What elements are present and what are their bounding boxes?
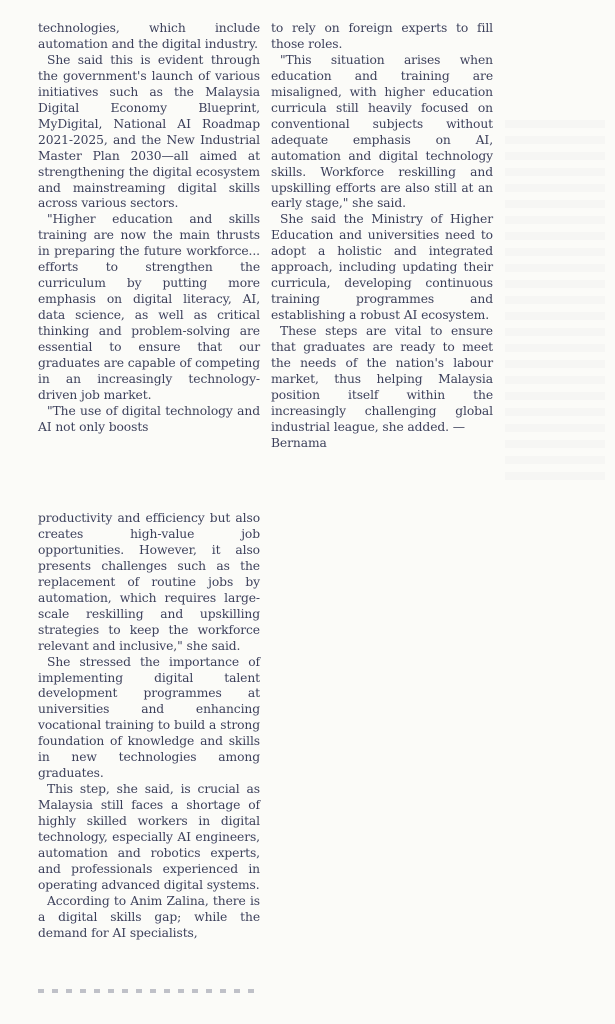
paragraph: These steps are vital to ensure that graduates are ready to meet the needs of the nation's labour market, thus helping Malaysia position itself within the increasingly challenging global industrial league, she added. — [271,324,493,434]
paragraph: "The use of digital technology and AI not only boosts [38,403,260,434]
article-column-right [271,21,493,452]
paragraph: "This situation arises when education and training are misaligned, with higher education curricula still heavily focused on conventional subjects without adequate emphasis on AI, automation and digital technology skills. Workforce reskilling and upskilling efforts are also still at an early stage," she said. [271,52,493,211]
paragraph: She said this is evident through the government's launch of various initiatives such as the Malaysia Digital Economy Blueprint, MyDigital, National AI Roadmap 2021-2025, and the New Industrial Master Plan 2030—all aimed at strengthening the digital ecosystem and mainstreaming digital skills across various sectors. [38,52,260,211]
paragraph: This step, she said, is crucial as Malaysia still faces a shortage of highly skilled workers in digital technology, especially AI engineers, automation and robotics experts, and professionals experienced in operating advanced digital systems. [38,782,260,892]
paragraph: technologies, which include automation and the digital industry. [38,21,260,51]
paragraph: productivity and efficiency but also creates high-value job opportunities. However, it also presents challenges such as the replacement of routine jobs by automation, which requires large-scale reskilling and upskilling strategies to keep the workforce relevant and inclusive," she said. [38,511,260,653]
paragraph: She stressed the importance of implementing digital talent development programmes at universities and enhancing vocational training to build a strong foundation of knowledge and skills in new technologies among graduates. [38,654,260,781]
paragraph: to rely on foreign experts to fill those roles. [271,21,493,51]
show-through-bleed [505,120,605,480]
paragraph: According to Anim Zalina, there is a digital skills gap; while the demand for AI specialists, [38,893,260,940]
article-column-left-bottom [38,511,260,942]
article-column-left-top [38,21,260,436]
byline-source: Bernama [271,435,327,450]
cut-off-text-line [38,989,260,993]
paragraph: She said the Ministry of Higher Education and universities need to adopt a holistic and integrated approach, including updating their curricula, developing continuous training programmes and establishing a robust AI ecosystem. [271,212,493,323]
paragraph: "Higher education and skills training are now the main thrusts in preparing the future workforce... efforts to strengthen the curriculum by putting more emphasis on digital literacy, AI, data science, as well as critical thinking and problem-solving are essential to ensure that our graduates are capable of competing in an increasingly technology-driven job market. [38,212,260,402]
